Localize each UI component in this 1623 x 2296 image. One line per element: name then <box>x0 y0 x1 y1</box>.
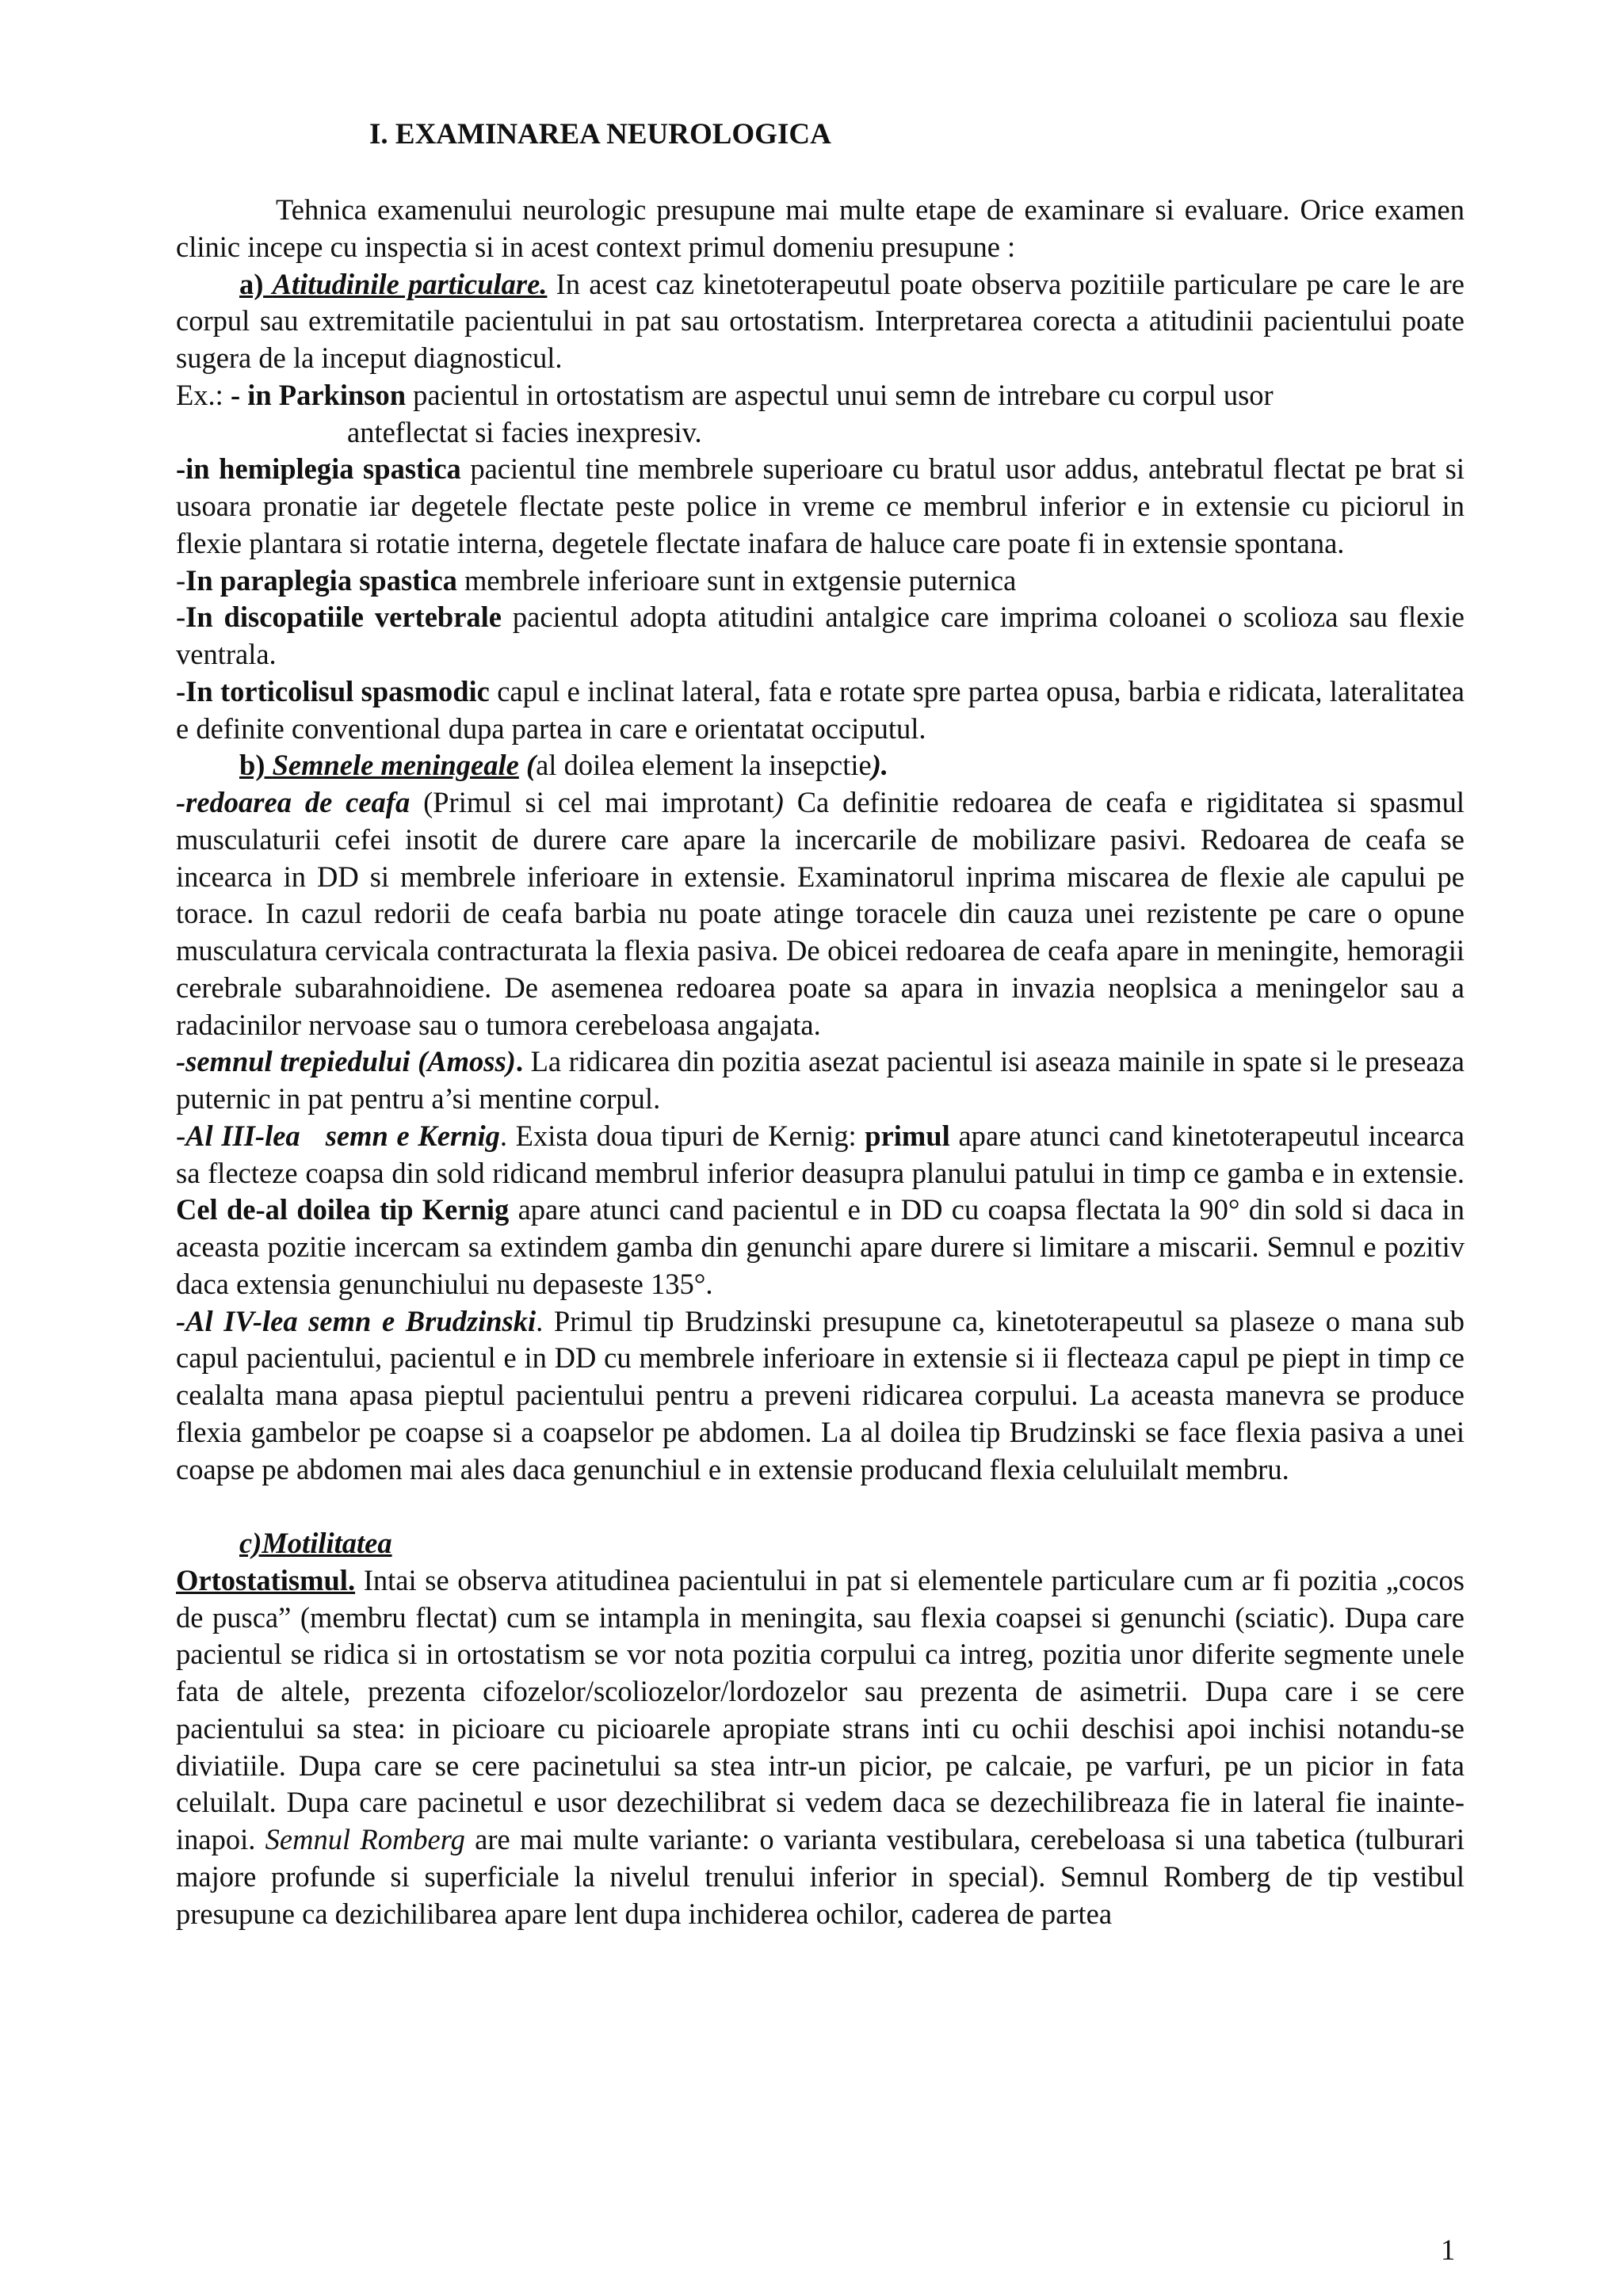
hemiplegia-term: -in hemiplegia spastica <box>176 452 461 486</box>
discopatii-text: pacientul adopta atitudini antalgice care imprima coloanei o scolioza sau flexie ventrala. <box>176 601 1465 670</box>
section-b-heading: Semnele meningeale <box>272 749 519 782</box>
example-text: pacientul in ortostatism are aspectul unui semn de intrebare cu corpul usor <box>413 378 1274 411</box>
section-b-indent <box>176 749 519 781</box>
redoarea-text: Ca definitie redoarea de ceafa e rigiditatea si spasmul musculaturii cefei insotit de durere care apare la incercarile de mobilizare pasivi. Redoarea de ceafa se incearca in DD si membrele inferioare in extensie. Examinatorul inprima miscarea de flexie ale capului pe torace. In cazul redorii de ceafa barbia nu poate atinge toracele din cauza unei rezistente pe care o opune musculatura cervicala contracturata la flexia pasiva. De obicei redoarea de ceafa apare in meningite, hemoragii cerebrale subarahnoidiene. De asemenea redoarea poate sa apara in invazia neoplsica a meningelor sau a radacinilor nervoase sau o tumora cerebeloasa angajata. <box>176 786 1465 1041</box>
paraplegia-dash: - <box>176 563 186 597</box>
discopatii-paragraph <box>176 599 1465 673</box>
romberg-text: are mai multe variante: o varianta vestibulara, cerebeloasa si una tabetica (tulburari majore profunde si superficiale la nivelul trenului inferior in special). Semnul Romberg de tip vestibul presupune ca dezichilibarea apare lent dupa inchiderea ochilor, caderea de partea <box>176 1823 1465 1930</box>
kernig-paragraph <box>176 1118 1465 1303</box>
brudzinski-text: . Primul tip Brudzinski presupune ca, kinetoterapeutul sa plaseze o mana sub capul pacientului, pacientul e in DD cu membrele inferioare in extensie si ii flecteaza capul pe piept in timp ce cealalta mana apasa pieptul pacientului pentru a preveni ridicarea corpului. La aceasta manevra se produce flexia gambelor pe coapse si a coapselor pe abdomen. La al doilea tip Brudzinski se face flexia pasiva a unei coapse pe abdomen mai ales daca genunchiul e in extensie producand flexia celuluilalt membru. <box>176 1304 1465 1486</box>
trepied-dot: . <box>515 1045 523 1078</box>
section-a-text: In acest caz kinetoterapeutul poate observa pozitiile particulare pe care le are corpul sau extremitatile pacientului in pat sau ortostatism. Interpretarea corecta a atitudinii pacientului poate sugera de la inceput diagnosticul. <box>176 267 1465 374</box>
torticolis-text: capul e inclinat lateral, fata e rotate spre partea opusa, barbia e ridicata, lateralitatea e definite conventional dupa partea in care e orientatat occiputul. <box>176 674 1465 745</box>
kernig-text-2: apare atunci cand kinetoterapeutul incearca sa flecteze coapsa din sold ridicand membrul inferior deasupra planului patului in timp ce gamba e in extensie. <box>176 1119 1465 1189</box>
kernig-text-1: . Exista doua tipuri de Kernig: <box>499 1119 857 1152</box>
paraplegia-text: membrele inferioare sunt in extgensie puternica <box>464 563 1017 597</box>
section-c-heading <box>176 1527 392 1559</box>
section-b-heading-line <box>176 747 1465 784</box>
document-body <box>176 192 1465 1932</box>
torticolis-paragraph <box>176 673 1465 748</box>
section-c-heading-text: c)Motilitatea <box>239 1527 392 1559</box>
paraplegia-term: In paraplegia spastica <box>185 563 457 597</box>
example-term: - in Parkinson <box>230 378 407 411</box>
kernig-prefix: - <box>176 1119 186 1152</box>
torticolis-term: -In torticolisul spasmodic <box>176 674 490 707</box>
intro-paragraph: Tehnica examenului neurologic presupune mai multe etape de examinare si evaluare. Orice examen clinic incepe cu inspectia si in acest context primul domeniu presupune : <box>176 193 1465 263</box>
redoarea-paragraph <box>176 784 1465 1043</box>
page-number: 1 <box>1441 2233 1456 2266</box>
paragraph-gap <box>176 1488 1465 1525</box>
redoarea-note-close: ) <box>773 786 784 818</box>
ortostatism-text: Intai se observa atitudinea pacientului in pat si elementele particulare cum ar fi pozitia „cocos de pusca” (membru flectat) cum se intampla in meningita, sau flexia coapsei si genunchi (sciatic). Dupa care pacientul se ridica si in ortostatism se vor nota pozitia corpului ca intreg, pozitia unor diferite segmente unele fata de altele, prezenta cifozelor/scoliozelor/lordozelor sau prezenta de asimetrii. Dupa care i se cere pacientului sa stea: in picioare cu picioarele apropiate strans inti cu ochii deschisi apoi inchisi notandu-se diviatiile. Dupa care se cere pacinetului sa stea intr-un picior, pe calcaie, pe varfuri, pe un picior in fata celuilalt. Dupa care pacinetul e usor dezechilibrat si vedem daca se dezechilibreaza fie in lateral fie inainte-inapoi. <box>176 1563 1465 1855</box>
section-b-paren-close: ). <box>871 749 889 782</box>
section-b-marker: b) <box>239 749 265 782</box>
trepied-term: -semnul trepiedului (Amoss) <box>176 1045 516 1078</box>
discopatii-dash: - <box>176 601 186 634</box>
page-title: I. EXAMINAREA NEUROLOGICA <box>369 118 831 151</box>
kernig-second-term: Cel de-al doilea tip Kernig <box>176 1193 510 1226</box>
ortostatism-term: Ortostatismul. <box>176 1563 356 1596</box>
discopatii-term: In discopatiile vertebrale <box>185 601 502 634</box>
section-a-marker: a) <box>239 267 264 300</box>
example-label: Ex.: <box>176 378 223 411</box>
romberg-term: Semnul Romberg <box>265 1823 465 1855</box>
kernig-term: Al III-lea semn e Kernig <box>185 1119 500 1152</box>
trepied-text: La ridicarea din pozitia asezat pacientul isi aseaza mainile in spate si le preseaza puternic in pat pentru a’si mentine corpul. <box>176 1045 1465 1115</box>
kernig-text-3: apare atunci cand pacientul e in DD cu coapsa flectata la 90° din sold si daca in aceasta pozitie incercam sa extindem gamba din genunchi apare durere si limitare a miscarii. Semnul e pozitiv daca extensia genunchiului nu depaseste 135°. <box>176 1193 1465 1300</box>
ortostatism-paragraph <box>176 1562 1465 1933</box>
brudzinski-paragraph <box>176 1303 1465 1489</box>
example-paragraph <box>176 377 1465 452</box>
kernig-primul: primul <box>865 1119 950 1152</box>
section-a-heading: Atitudinile particulare. <box>272 267 548 300</box>
hemiplegia-text: pacientul tine membrele superioare cu bratul usor addus, antebratul flectat pe brat si usoara pronatie iar degetele flectate peste police in vreme ce membrul inferior e in extensie cu piciorul in flexie plantara si rotatie interna, degetele flectate inafara de haluce care poate fi in extensie spontana. <box>176 452 1465 559</box>
trepied-paragraph <box>176 1043 1465 1118</box>
brudzinski-term: -Al IV-lea semn e Brudzinski <box>176 1304 537 1337</box>
hemiplegia-paragraph <box>176 451 1465 562</box>
section-b-paren-open: ( <box>525 749 537 782</box>
section-a-indent <box>176 268 547 300</box>
section-c-heading-line <box>176 1525 1465 1562</box>
redoarea-term: -redoarea de ceafa <box>176 786 411 818</box>
paraplegia-paragraph <box>176 563 1465 600</box>
redoarea-note: (Primul si cel mai improtant <box>423 786 774 818</box>
section-a-paragraph <box>176 266 1465 377</box>
example-continuation: anteflectat si facies inexpresiv. <box>347 415 702 448</box>
section-b-note: al doilea element la insepctie <box>536 749 872 782</box>
